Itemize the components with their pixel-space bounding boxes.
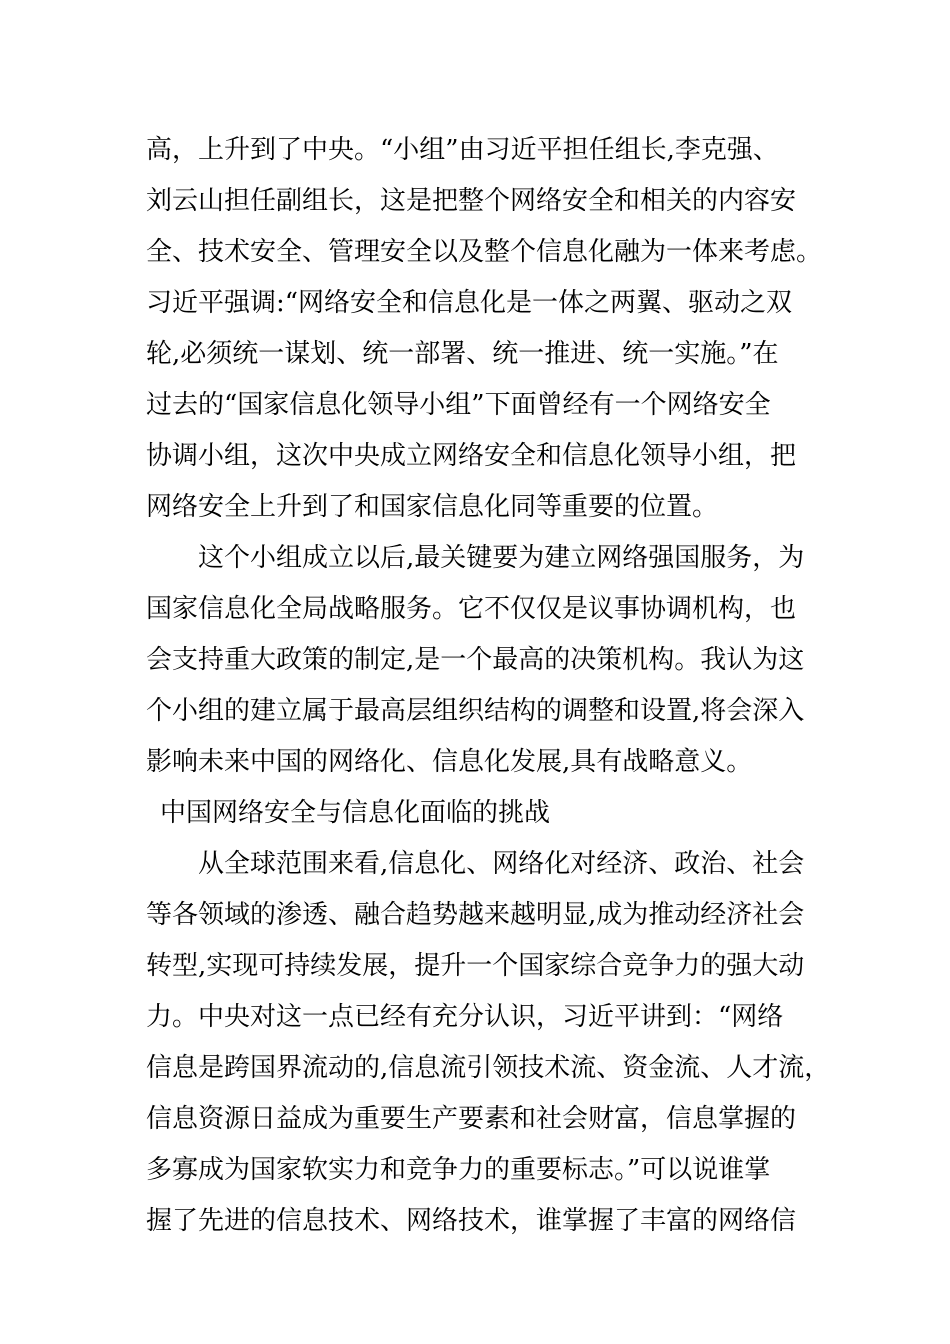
text-line: 信息是跨国界流动的,信息流引领技术流、资金流、人才流， [146, 1053, 831, 1083]
section-heading: 中国网络安全与信息化面临的挑战 [160, 798, 551, 828]
text-line: 力。中央对这一点已经有充分认识，习近平讲到：“网络 [146, 1002, 784, 1032]
text-line: 这个小组成立以后,最关键要为建立网络强国服务，为 [198, 543, 805, 573]
text-line: 协调小组，这次中央成立网络安全和信息化领导小组，把 [146, 441, 797, 471]
text-line: 国家信息化全局战略服务。它不仅仅是议事协调机构，也 [146, 594, 797, 624]
body-text [146, 125, 831, 1247]
text-line: 转型,实现可持续发展，提升一个国家综合竞争力的强大动 [146, 951, 805, 981]
text-line: 网络安全上升到了和国家信息化同等重要的位置。 [146, 492, 719, 522]
text-line: 刘云山担任副组长，这是把整个网络安全和相关的内容安 [146, 186, 797, 216]
text-line: 等各领域的渗透、融合趋势越来越明显,成为推动经济社会 [146, 900, 805, 930]
text-line: 影响未来中国的网络化、信息化发展,具有战略意义。 [146, 747, 753, 777]
text-line: 从全球范围来看,信息化、网络化对经济、政治、社会 [198, 849, 805, 879]
text-line: 高，上升到了中央。“小组”由习近平担任组长,李克强、 [146, 135, 779, 165]
text-line: 过去的“国家信息化领导小组”下面曾经有一个网络安全 [146, 390, 771, 420]
text-line: 轮,必须统一谋划、统一部署、统一推进、统一实施。”在 [146, 339, 779, 369]
text-line: 会支持重大政策的制定,是一个最高的决策机构。我认为这 [146, 645, 805, 675]
text-line: 个小组的建立属于最高层组织结构的调整和设置,将会深入 [146, 696, 805, 726]
text-line: 全、技术安全、管理安全以及整个信息化融为一体来考虑。 [146, 237, 823, 267]
text-line: 多寡成为国家软实力和竞争力的重要标志。”可以说谁掌 [146, 1155, 771, 1185]
text-line: 信息资源日益成为重要生产要素和社会财富，信息掌握的 [146, 1104, 797, 1134]
text-line: 握了先进的信息技术、网络技术，谁掌握了丰富的网络信 [146, 1206, 797, 1236]
text-line: 习近平强调:“网络安全和信息化是一体之两翼、驱动之双 [146, 288, 793, 318]
